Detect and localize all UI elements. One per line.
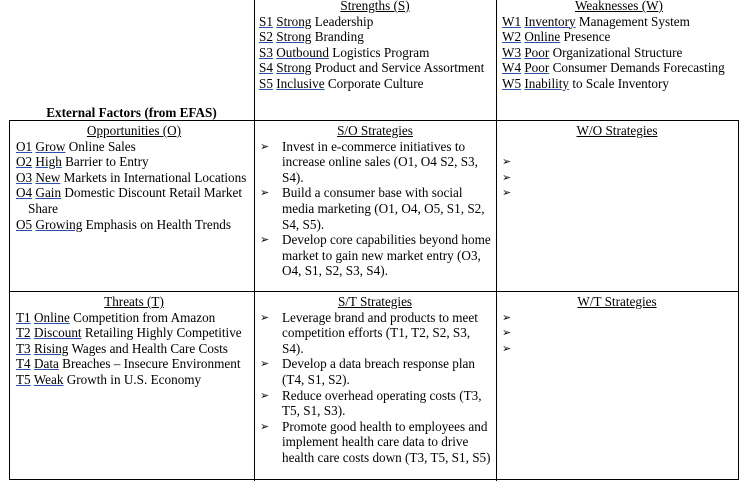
strengths-cell xyxy=(259,0,491,92)
opportunities-item-code: O2 xyxy=(16,154,33,170)
weaknesses-item xyxy=(502,14,736,30)
opportunities-item xyxy=(16,170,252,186)
weaknesses-item-keyword: Poor xyxy=(524,60,550,76)
weaknesses-item-text: Management System xyxy=(575,13,690,29)
divider xyxy=(496,0,497,481)
threats-cell xyxy=(16,294,252,388)
so-strategy-text: Develop core capabilities beyond home market to gain new market entry (O3, O4, S1, S2, S3, S4). xyxy=(282,232,491,279)
opportunities-item-code: O5 xyxy=(16,216,33,232)
opportunities-item-keyword: New xyxy=(35,169,61,185)
strengths-item-code: S1 xyxy=(259,13,273,29)
weaknesses-item xyxy=(502,76,736,92)
strengths-item-text: Product and Service Assortment xyxy=(311,60,485,76)
threats-item-code: T2 xyxy=(16,325,31,341)
bullet-arrow-icon: ➢ xyxy=(260,388,270,402)
weaknesses-item-text: to Scale Inventory xyxy=(569,75,670,91)
st-strategy-item xyxy=(256,419,494,466)
weaknesses-item-text: Organizational Structure xyxy=(549,44,683,60)
st-list xyxy=(256,310,494,466)
strengths-item xyxy=(259,29,491,45)
threats-item-code: T3 xyxy=(16,340,31,356)
bullet-arrow-icon: ➢ xyxy=(260,186,270,200)
threats-item-keyword: Online xyxy=(33,309,70,325)
opportunities-item-keyword: High xyxy=(35,154,62,170)
st-strategies-title: S/T Strategies xyxy=(337,294,413,309)
st-strategy-item xyxy=(256,388,494,419)
wo-strategies-title: W/O Strategies xyxy=(576,123,658,138)
threats-item-code: T5 xyxy=(16,371,31,387)
threats-item-keyword: Data xyxy=(33,356,59,372)
weaknesses-item xyxy=(502,45,736,61)
strengths-item-text: Leadership xyxy=(311,13,374,29)
divider xyxy=(9,120,10,480)
threats-item-keyword: Discount xyxy=(33,325,82,341)
weaknesses-title: Weaknesses (W) xyxy=(575,0,663,13)
threats-list xyxy=(16,310,252,388)
weaknesses-item-code: W5 xyxy=(502,75,522,91)
bullet-arrow-icon: ➢ xyxy=(502,310,512,324)
weaknesses-list xyxy=(502,14,736,92)
opportunities-item-text: Domestic Discount Retail Market Share xyxy=(28,185,242,216)
weaknesses-item-code: W2 xyxy=(502,29,522,45)
wo-strategies-cell xyxy=(498,123,736,201)
so-strategy-item xyxy=(256,232,494,279)
opportunities-item-text: Markets in International Locations xyxy=(60,169,247,185)
strengths-item-code: S5 xyxy=(259,75,273,91)
bullet-arrow-icon: ➢ xyxy=(502,155,512,169)
threats-title: Threats (T) xyxy=(104,294,164,309)
threats-item xyxy=(16,372,252,388)
weaknesses-item-code: W4 xyxy=(502,60,522,76)
wt-strategies-title: W/T Strategies xyxy=(577,294,657,309)
threats-item xyxy=(16,310,252,326)
opportunities-item-code: O4 xyxy=(16,185,33,201)
strengths-item-text: Corporate Culture xyxy=(324,75,424,91)
so-strategies-title: S/O Strategies xyxy=(337,123,413,138)
strengths-item-code: S3 xyxy=(259,44,273,60)
opportunities-list xyxy=(16,139,252,233)
bullet-arrow-icon: ➢ xyxy=(260,139,270,153)
opportunities-item-text: Emphasis on Health Trends xyxy=(82,216,232,232)
strengths-item-keyword: Strong xyxy=(276,13,312,29)
so-strategy-item xyxy=(256,185,494,232)
weaknesses-item-text: Consumer Demands Forecasting xyxy=(549,60,725,76)
bullet-arrow-icon: ➢ xyxy=(502,170,512,184)
threats-item-code: T4 xyxy=(16,356,31,372)
strengths-item-code: S2 xyxy=(259,29,273,45)
so-strategy-item xyxy=(256,139,494,186)
threats-item-keyword: Weak xyxy=(33,371,64,387)
strengths-item-keyword: Strong xyxy=(276,29,312,45)
strengths-item-text: Branding xyxy=(311,29,364,45)
weaknesses-item-keyword: Inventory xyxy=(524,13,576,29)
so-strategies-cell xyxy=(256,123,494,279)
weaknesses-item xyxy=(502,60,736,76)
weaknesses-item-code: W1 xyxy=(502,13,522,29)
weaknesses-cell xyxy=(502,0,736,92)
weaknesses-item-text: Presence xyxy=(560,29,611,45)
threats-item-text: Breaches – Insecure Environment xyxy=(58,356,241,372)
bullet-arrow-icon: ➢ xyxy=(260,357,270,371)
weaknesses-item xyxy=(502,29,736,45)
strengths-item-keyword: Strong xyxy=(276,60,312,76)
opportunities-item-code: O1 xyxy=(16,138,33,154)
bullet-arrow-icon: ➢ xyxy=(260,233,270,247)
opportunities-item-keyword: Gain xyxy=(35,185,62,201)
opportunities-item-keyword: Growing xyxy=(35,216,83,232)
external-factors-label: External Factors (from EFAS) xyxy=(46,105,217,120)
bullet-arrow-icon: ➢ xyxy=(502,186,512,200)
st-strategy-item xyxy=(256,356,494,387)
divider xyxy=(9,291,739,292)
threats-item xyxy=(16,325,252,341)
threats-item xyxy=(16,341,252,357)
opportunities-item xyxy=(16,185,252,216)
bullet-arrow-icon: ➢ xyxy=(502,326,512,340)
opportunities-item-text: Barrier to Entry xyxy=(61,154,149,170)
strengths-list xyxy=(259,14,491,92)
weaknesses-item-code: W3 xyxy=(502,44,522,60)
bullet-arrow-icon: ➢ xyxy=(502,341,512,355)
strengths-item xyxy=(259,14,491,30)
so-strategy-text: Build a consumer base with social media marketing (O1, O4, O5, S1, S2, S4, S5). xyxy=(282,185,485,232)
strengths-item-keyword: Inclusive xyxy=(276,75,325,91)
wt-strategies-cell xyxy=(498,294,736,356)
opportunities-item-keyword: Grow xyxy=(35,138,66,154)
st-strategy-item xyxy=(256,310,494,357)
st-strategy-text: Promote good health to employees and implement health care data to drive health care costs down (T3, T5, S1, S5) xyxy=(282,418,491,465)
weaknesses-item-keyword: Inability xyxy=(524,75,570,91)
st-strategy-text: Develop a data breach response plan (T4, S1, S2). xyxy=(282,356,475,387)
opportunities-cell xyxy=(16,123,252,232)
st-strategy-text: Reduce overhead operating costs (T3, T5, S1, S3). xyxy=(282,387,482,419)
so-list xyxy=(256,139,494,279)
so-strategy-text: Invest in e-commerce initiatives to increase online sales (O1, O4 S2, S3, S4). xyxy=(282,138,478,185)
opportunities-item-text: Online Sales xyxy=(65,138,136,154)
opportunities-item xyxy=(16,217,252,233)
strengths-item xyxy=(259,76,491,92)
divider xyxy=(9,479,739,480)
threats-item-keyword: Rising xyxy=(33,340,69,356)
threats-item-text: Competition from Amazon xyxy=(69,309,216,325)
strengths-item-keyword: Outbound xyxy=(276,44,329,60)
opportunities-item-code: O3 xyxy=(16,169,33,185)
threats-item-text: Wages and Health Care Costs xyxy=(68,340,228,356)
divider xyxy=(738,120,739,480)
st-strategy-text: Leverage brand and products to meet competition efforts (T1, T2, S2, S3, S4). xyxy=(282,309,478,356)
threats-item xyxy=(16,356,252,372)
strengths-item-code: S4 xyxy=(259,60,273,76)
weaknesses-item-keyword: Poor xyxy=(524,44,550,60)
weaknesses-item-keyword: Online xyxy=(524,29,561,45)
divider xyxy=(254,0,255,481)
bullet-arrow-icon: ➢ xyxy=(260,310,270,324)
opportunities-title: Opportunities (O) xyxy=(86,123,182,138)
strengths-item-text: Logistics Program xyxy=(328,44,430,60)
strengths-title: Strengths (S) xyxy=(340,0,410,13)
opportunities-item xyxy=(16,154,252,170)
bullet-arrow-icon: ➢ xyxy=(260,419,270,433)
strengths-item xyxy=(259,45,491,61)
threats-item-code: T1 xyxy=(16,309,31,325)
threats-item-text: Retailing Highly Competitive xyxy=(81,325,242,341)
st-strategies-cell xyxy=(256,294,494,466)
threats-item-text: Growth in U.S. Economy xyxy=(63,371,202,387)
strengths-item xyxy=(259,60,491,76)
opportunities-item xyxy=(16,139,252,155)
